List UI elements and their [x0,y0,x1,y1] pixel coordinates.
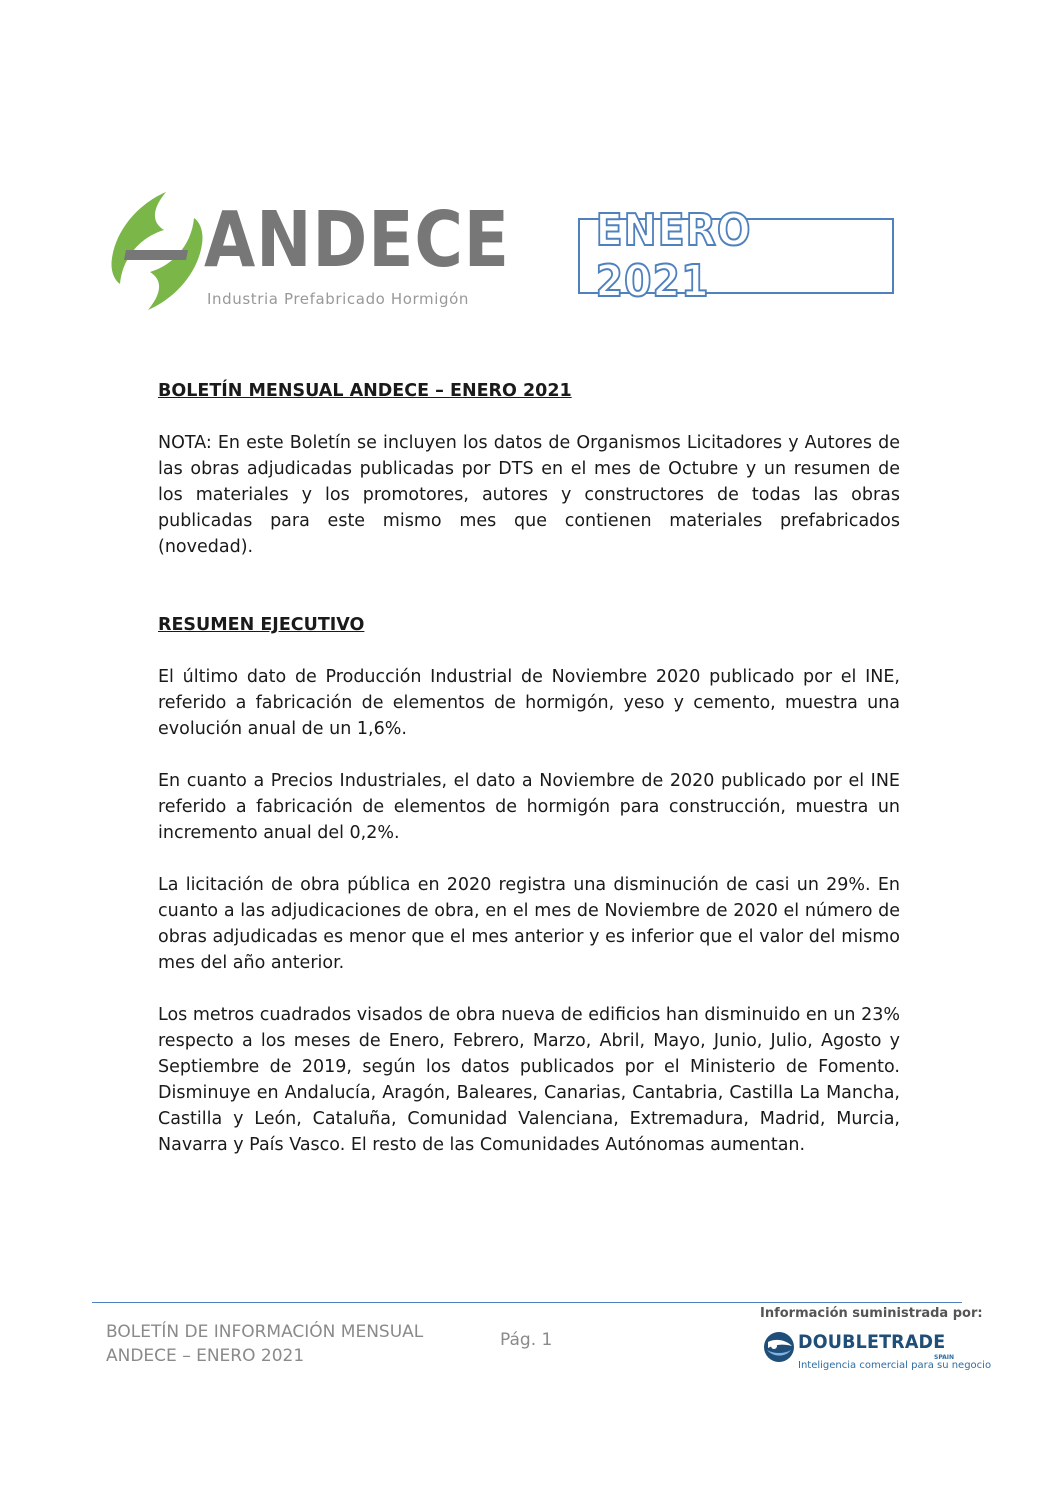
supplied-by-label: Información suministrada por: [760,1306,983,1321]
doubletrade-wordmark: DOUBLETRADE [798,1331,946,1353]
supplier-block [760,1306,992,1371]
summary-paragraph-tendering: La licitación de obra pública en 2020 registra una disminución de casi un 29%. En cuanto a las adjudicaciones de obra, en el mes de Noviembre de 2020 el número de obras adjudicadas es menor que el mes anterior y es inferior que el valor del mismo mes del año anterior. [158,875,900,973]
month-badge [578,205,894,307]
andece-tagline: Industria Prefabricado Hormigón [207,290,469,308]
page-number: Pág. 1 [500,1330,553,1350]
note-paragraph: NOTA: En este Boletín se incluyen los datos de Organismos Licitadores y Autores de las obras adjudicadas publicadas por DTS en el mes de Octubre y un resumen de los materiales y los promotores, autores y constructores de todas las obras publicadas para este mismo mes que contienen materiales prefabricados (novedad). [158,433,900,557]
footer-bulletin-info [106,1320,423,1368]
doubletrade-tagline: Inteligencia comercial para su negocio [798,1360,992,1371]
footer-divider [92,1302,962,1303]
bulletin-title: BOLETÍN MENSUAL ANDECE – ENERO 2021 [158,381,572,401]
andece-logo [108,190,508,320]
summary-heading: RESUMEN EJECUTIVO [158,615,365,635]
andece-leaf-icon [108,190,206,312]
footer-bulletin-line2: ANDECE – ENERO 2021 [106,1346,305,1366]
summary-paragraph-production: El último dato de Producción Industrial de Noviembre 2020 publicado por el INE, referido a fabricación de elementos de hormigón, yeso y cemento, muestra una evolución anual de un 1,6%. [158,667,900,739]
summary-paragraph-prices: En cuanto a Precios Industriales, el dato a Noviembre de 2020 publicado por el INE referido a fabricación de elementos de hormigón para construcción, muestra un incremento anual del 0,2%. [158,771,900,843]
doubletrade-globe-icon [762,1330,796,1364]
doubletrade-country: SPAIN [934,1354,955,1361]
footer-bulletin-line1: BOLETÍN DE INFORMACIÓN MENSUAL [106,1322,424,1342]
month-badge-text: ENERO 2021 [595,205,752,307]
bulletin-body [158,378,900,1158]
summary-paragraph-permits: Los metros cuadrados visados de obra nueva de edificios han disminuido en un 23% respecto a los meses de Enero, Febrero, Marzo, Abril, Mayo, Junio, Julio, Agosto y Septiembre de 2019, según los datos publicados por el Ministerio de Fomento. Disminuye en Andalucía, Aragón, Baleares, Canarias, Cantabria, Castilla La Mancha, Castilla y León, Cataluña, Comunidad Valenciana, Extremadura, Madrid, Murcia, Navarra y País Vasco. El resto de las Comunidades Autónomas aumentan. [158,1005,900,1155]
andece-wordmark: ANDECE [204,196,510,285]
